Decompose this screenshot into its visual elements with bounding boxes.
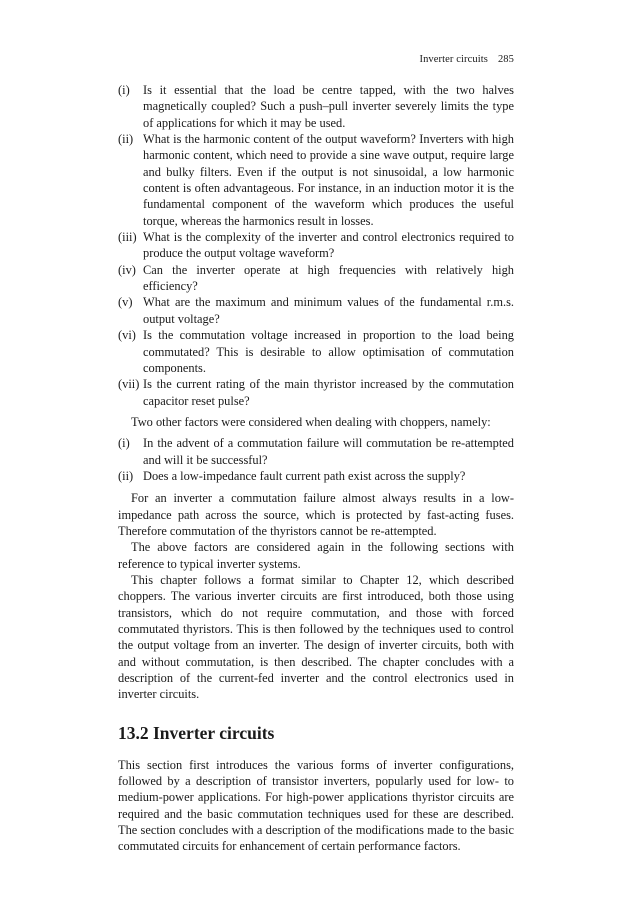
list-item bbox=[118, 131, 514, 229]
choppers-intro-paragraph: Two other factors were considered when dealing with choppers, namely: bbox=[131, 414, 491, 429]
body-paragraph: For an inverter a commutation failure almost always results in a low-impedance path across the source, which is protected by fast-acting fuses. Therefore commutation of the thyristors cannot be re-attempted. bbox=[118, 491, 514, 538]
inverter-questions-list bbox=[118, 82, 514, 409]
list-item bbox=[118, 468, 514, 484]
list-item bbox=[118, 82, 514, 131]
section-heading: 13.2 Inverter circuits bbox=[118, 722, 275, 743]
list-item bbox=[118, 327, 514, 376]
list-item bbox=[118, 229, 514, 262]
list-item-number: (ii) bbox=[118, 132, 134, 147]
list-item-number: (vii) bbox=[118, 377, 140, 392]
page-number: 285 bbox=[497, 54, 514, 65]
body-paragraph: The above factors are considered again in the following sections with reference to typical inverter systems. bbox=[118, 540, 514, 571]
list-item-number: (i) bbox=[118, 83, 130, 97]
list-item-number: (iii) bbox=[118, 230, 137, 245]
list-item-number: (vi) bbox=[118, 328, 136, 343]
body-paragraph: This chapter follows a format similar to Chapter 12, which described choppers. The various inverter circuits are first introduced, both those using transistors, which do not require commutation, and those with forced commutated thyristors. This is then followed by the techniques used to control the output voltage from an inverter. The design of inverter circuits, both with and without commutation, is then described. The chapter concludes with a description of the current-fed inverter and the control electronics used in inverter circuits. bbox=[118, 572, 514, 702]
list-item-number: (ii) bbox=[118, 468, 134, 483]
page-content bbox=[118, 82, 514, 855]
section-body-paragraph: This section first introduces the various forms of inverter configurations, followed by a description of transistor inverters, popularly used for low- to medium-power applications. For high-power applications thyristor circuits are required and the basic commutation techniques used for these are described. The section concludes with a description of the modifications made to the basic commutated circuits for enhancement of certain performance factors. bbox=[118, 757, 514, 854]
list-item-text: Is the commutation voltage increased in proportion to the load being commutated? This is desirable to allow optimisation of commutation components. bbox=[143, 328, 514, 375]
list-item bbox=[118, 294, 514, 327]
running-title: Inverter circuits bbox=[419, 54, 488, 65]
list-item-text: What is the harmonic content of the output waveform? Inverters with high harmonic content, which need to provide a sine wave output, require large and bulky filters. Even if the output is not sinusoidal, a low harmonic content is often advantageous. For instance, in an induction motor it is the fundamental component of the waveform which produces the useful torque, whereas the harmonics result in losses. bbox=[143, 132, 514, 228]
list-item-text: Is it essential that the load be centre tapped, with the two halves magnetically coupled? Such a push–pull inverter severely limits the type of applications for which it may be used. bbox=[143, 83, 514, 130]
list-item-text: Does a low-impedance fault current path exist across the supply? bbox=[143, 468, 466, 483]
list-item-text: Can the inverter operate at high frequencies with relatively high efficiency? bbox=[143, 262, 514, 294]
list-item-number: (v) bbox=[118, 295, 133, 310]
list-item-text: In the advent of a commutation failure will commutation be re-attempted and will it be successful? bbox=[143, 436, 514, 467]
chopper-questions-list bbox=[118, 435, 514, 484]
list-item-number: (iv) bbox=[118, 262, 136, 277]
list-item-text: What is the complexity of the inverter and control electronics required to produce the output voltage waveform? bbox=[143, 230, 514, 261]
list-item bbox=[118, 262, 514, 295]
list-item-text: Is the current rating of the main thyristor increased by the commutation capacitor reset pulse? bbox=[143, 377, 514, 408]
running-header bbox=[118, 54, 514, 65]
list-item bbox=[118, 435, 514, 468]
list-item bbox=[118, 376, 514, 409]
list-item-number: (i) bbox=[118, 436, 130, 451]
list-item-text: What are the maximum and minimum values of the fundamental r.m.s. output voltage? bbox=[143, 295, 514, 326]
